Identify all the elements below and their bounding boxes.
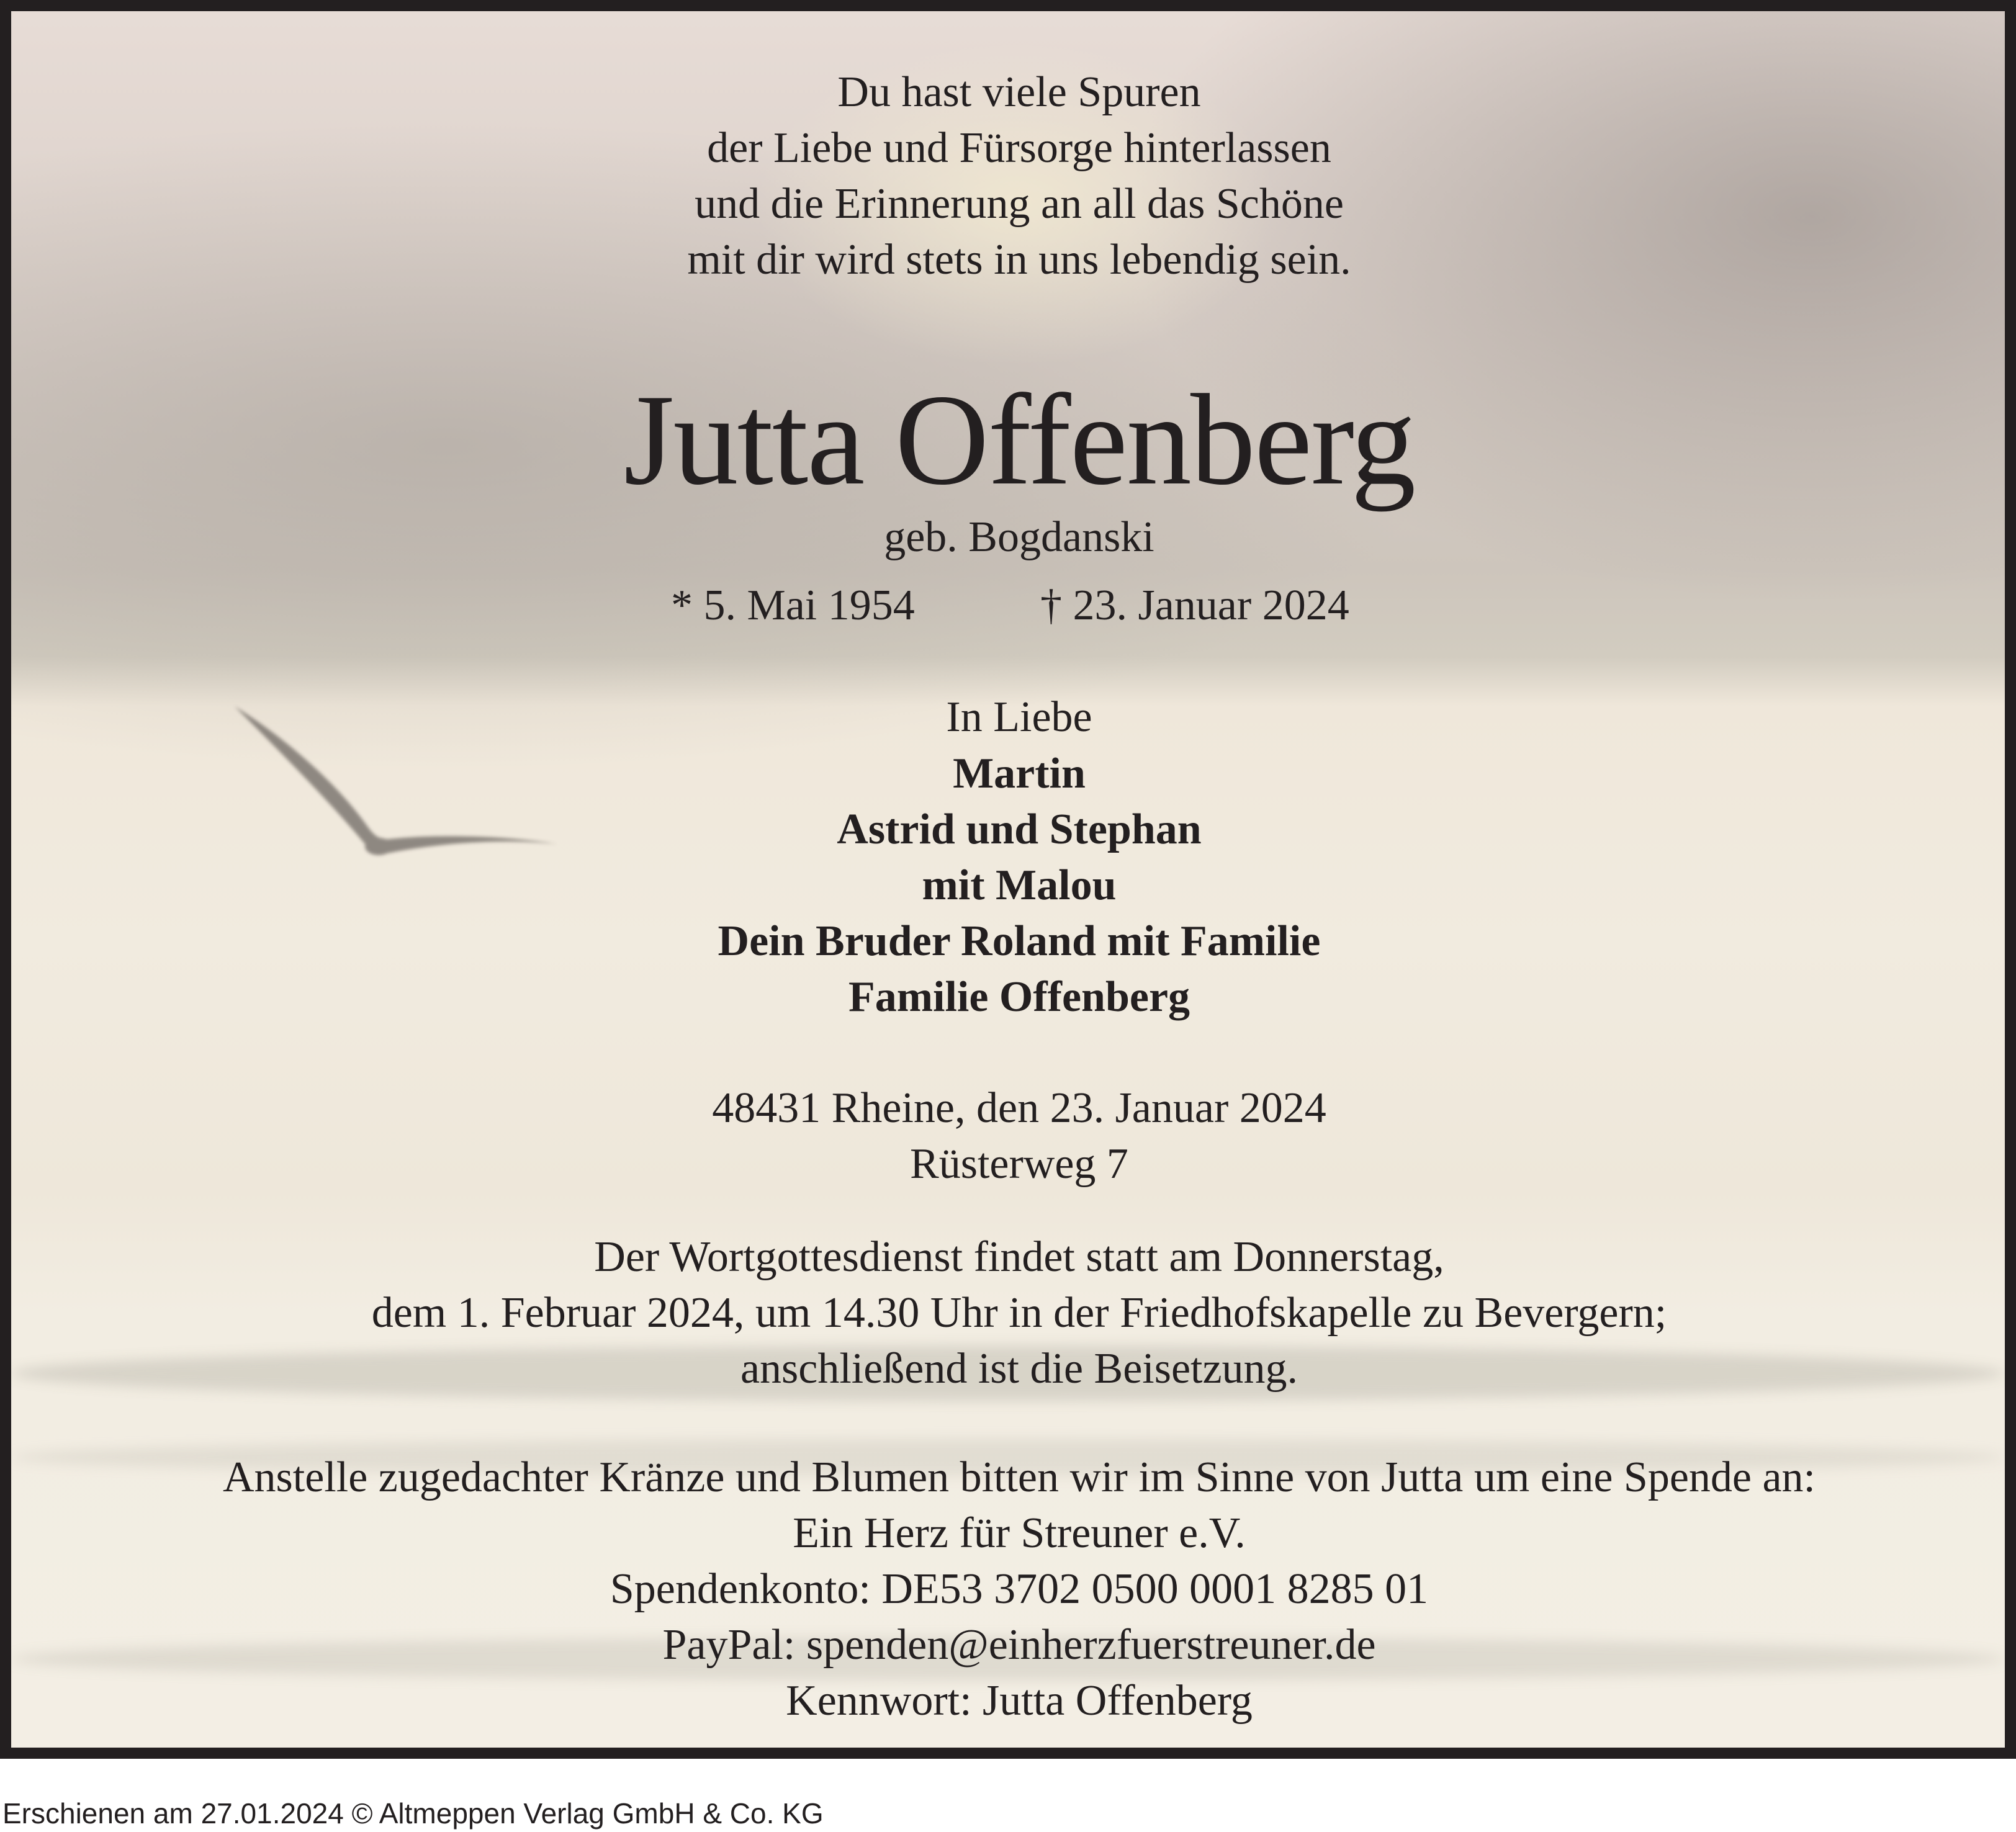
service-line: Der Wortgottesdienst findet statt am Donnerstag,: [594, 1233, 1444, 1281]
verse-line: Du hast viele Spuren: [837, 68, 1201, 116]
service-line: anschließend ist die Beisetzung.: [740, 1345, 1298, 1393]
donation-line: Kennwort: Jutta Offenberg: [786, 1677, 1253, 1725]
mourner-name: Dein Bruder Roland mit Familie: [718, 917, 1321, 965]
donation-line: Spendenkonto: DE53 3702 0500 0001 8285 01: [610, 1565, 1429, 1613]
publication-footer: Erschienen am 27.01.2024 © Altmeppen Verlag GmbH & Co. KG: [2, 1797, 824, 1830]
address-line: 48431 Rheine, den 23. Januar 2024: [712, 1084, 1326, 1132]
donation-line: Anstelle zugedachter Kränze und Blumen bitten wir im Sinne von Jutta um eine Spende an:: [222, 1453, 1816, 1501]
donation-line: PayPal: spenden@einherzfuerstreuner.de: [662, 1621, 1376, 1669]
verse-line: mit dir wird stets in uns lebendig sein.: [687, 236, 1351, 284]
verse-line: und die Erinnerung an all das Schöne: [695, 180, 1344, 228]
address-line: Rüsterweg 7: [910, 1140, 1128, 1188]
birth-date: * 5. Mai 1954: [671, 581, 915, 629]
verse-line: der Liebe und Fürsorge hinterlassen: [707, 124, 1331, 172]
donation-line: Ein Herz für Streuner e.V.: [793, 1509, 1246, 1557]
mourner-name: Familie Offenberg: [848, 973, 1190, 1021]
mourner-name: mit Malou: [922, 861, 1117, 909]
mourner-name: Martin: [953, 750, 1086, 797]
service-line: dem 1. Februar 2024, um 14.30 Uhr in der Friedhofskapelle zu Bevergern;: [371, 1289, 1667, 1337]
mourners-intro: In Liebe: [946, 693, 1092, 741]
deceased-name: Jutta Offenberg: [623, 368, 1415, 512]
maiden-name: geb. Bogdanski: [884, 513, 1154, 561]
mourner-name: Astrid und Stephan: [837, 806, 1202, 853]
death-date: † 23. Januar 2024: [1040, 581, 1349, 629]
